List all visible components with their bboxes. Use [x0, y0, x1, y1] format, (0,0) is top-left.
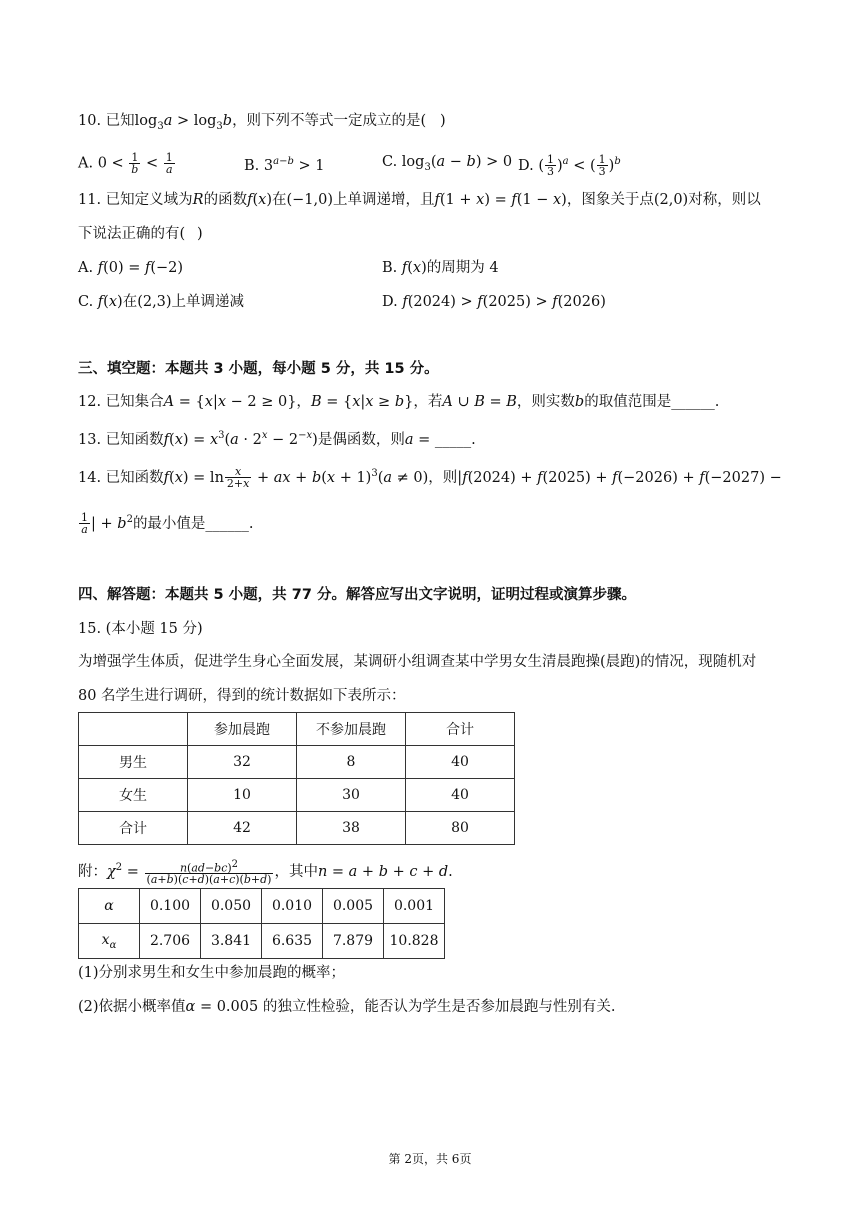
- table-row: [79, 746, 515, 779]
- table-cell: 42: [188, 812, 297, 845]
- q11-stem-line2: 下说法正确的有( ): [78, 226, 203, 242]
- page-footer: 第 2页，共 6页: [388, 1152, 472, 1166]
- table-cell: 30: [297, 779, 406, 812]
- table-row: [79, 812, 515, 845]
- table-cell: 10: [188, 779, 297, 812]
- table-cell: 0.050: [201, 889, 262, 924]
- section-3-heading: 三、填空题：本题共 3 小题，每小题 5 分，共 15 分。: [78, 361, 439, 377]
- q10-option-b: B. $3^{a-b} > 1$: [244, 156, 325, 174]
- table-cell: 38: [297, 812, 406, 845]
- q15-paragraph-line1: 为增强学生体质，促进学生身心全面发展，某调研小组调查某中学男女生清晨跑操(晨跑)的情况，现随机对: [78, 654, 757, 670]
- table-cell: 0.005: [323, 889, 384, 924]
- table-cell: [79, 713, 188, 746]
- table-cell: 32: [188, 746, 297, 779]
- table-cell: 女生: [79, 779, 188, 812]
- table-cell: 不参加晨跑: [297, 713, 406, 746]
- q15-part1: (1)分别求男生和女生中参加晨跑的概率；: [78, 965, 346, 981]
- q10-option-c: C. $\log_3(a - b) > 0$: [382, 154, 513, 173]
- table-cell: 合计: [406, 713, 515, 746]
- table-cell: 参加晨跑: [188, 713, 297, 746]
- chi-square-formula: 附：$\chi^2$ = $\frac{n(ad-bc)^2}{(a+b)(c+d)(a+c)(b+d)}$ ，其中n = a + b + c + d.: [78, 858, 453, 887]
- table-cell: 7.879: [323, 924, 384, 959]
- table-cell: 80: [406, 812, 515, 845]
- q15-paragraph-line2: 80 名学生进行调研，得到的统计数据如下表所示：: [78, 688, 406, 704]
- q11-option-b: B. f(x)的周期为 4: [382, 260, 499, 276]
- table-cell: 合计: [79, 812, 188, 845]
- q10-option-d: D. ( $\frac{1}{3}$ )$^a$ < ( $\frac{1}{3}$ )$^b$: [518, 153, 621, 179]
- critical-value-table: [78, 888, 445, 959]
- q15-heading: 15. (本小题 15 分): [78, 621, 203, 637]
- q11-option-c: C. f(x)在(2,3)上单调递减: [78, 294, 245, 310]
- q13: 13. 已知函数$f(x) = x^3(a \cdot 2^x - 2^{-x})$是偶函数，则a = _____.: [78, 430, 476, 448]
- section-4-heading: 四、解答题：本题共 5 小题，共 77 分。解答应写出文字说明，证明过程或演算步骤。: [78, 587, 636, 603]
- table-row: [79, 924, 445, 959]
- q11-stem-line1: 11. 已知定义域为R的函数f(x)在(−1,0)上单调递增，且f(1 + x) = f(1 − x)，图象关于点(2,0)对称，则以: [78, 192, 761, 208]
- table-cell: 0.001: [384, 889, 445, 924]
- table-cell: 男生: [79, 746, 188, 779]
- q11-option-d: D. f(2024) > f(2025) > f(2026): [382, 294, 606, 310]
- q10-option-a: A. 0 < $\frac{1}{b}$ < $\frac{1}{a}$: [78, 151, 173, 176]
- table-cell: 6.635: [262, 924, 323, 959]
- table-cell: 0.010: [262, 889, 323, 924]
- q10-stem: 10. 已知$\log_3a > \log_3b$，则下列不等式一定成立的是( ): [78, 113, 446, 132]
- table-header-row: [79, 713, 515, 746]
- table-cell: 40: [406, 746, 515, 779]
- table-row: [79, 779, 515, 812]
- q12: 12. 已知集合A = {x|x − 2 ≥ 0}，B = {x|x ≥ b}，若A ∪ B = B，则实数b的取值范围是______.: [78, 394, 720, 410]
- q11-option-a: A. f(0) = f(−2): [78, 260, 184, 276]
- q14-line2: $\frac{1}{a}$ | + $b^2$的最小值是______.: [81, 511, 254, 537]
- table-cell: 10.828: [384, 924, 445, 959]
- table-cell: α: [79, 889, 140, 924]
- table-row: [79, 889, 445, 924]
- table-cell: 2.706: [140, 924, 201, 959]
- q14-line1: 14. 已知函数f(x) = ln $\frac{x}{2+x}$ + ax + $b(x + 1)^3(a \ne 0)$，则|f(2024) + f(2025) + f(−2026) + f(−2027) −: [78, 465, 782, 491]
- contingency-table: [78, 712, 515, 845]
- table-cell: 0.100: [140, 889, 201, 924]
- table-cell: 8: [297, 746, 406, 779]
- q15-part2: (2)依据小概率值α = 0.005 的独立性检验，能否认为学生是否参加晨跑与性别有关.: [78, 999, 616, 1015]
- table-cell: $x_\alpha$: [79, 924, 140, 959]
- table-cell: 3.841: [201, 924, 262, 959]
- table-cell: 40: [406, 779, 515, 812]
